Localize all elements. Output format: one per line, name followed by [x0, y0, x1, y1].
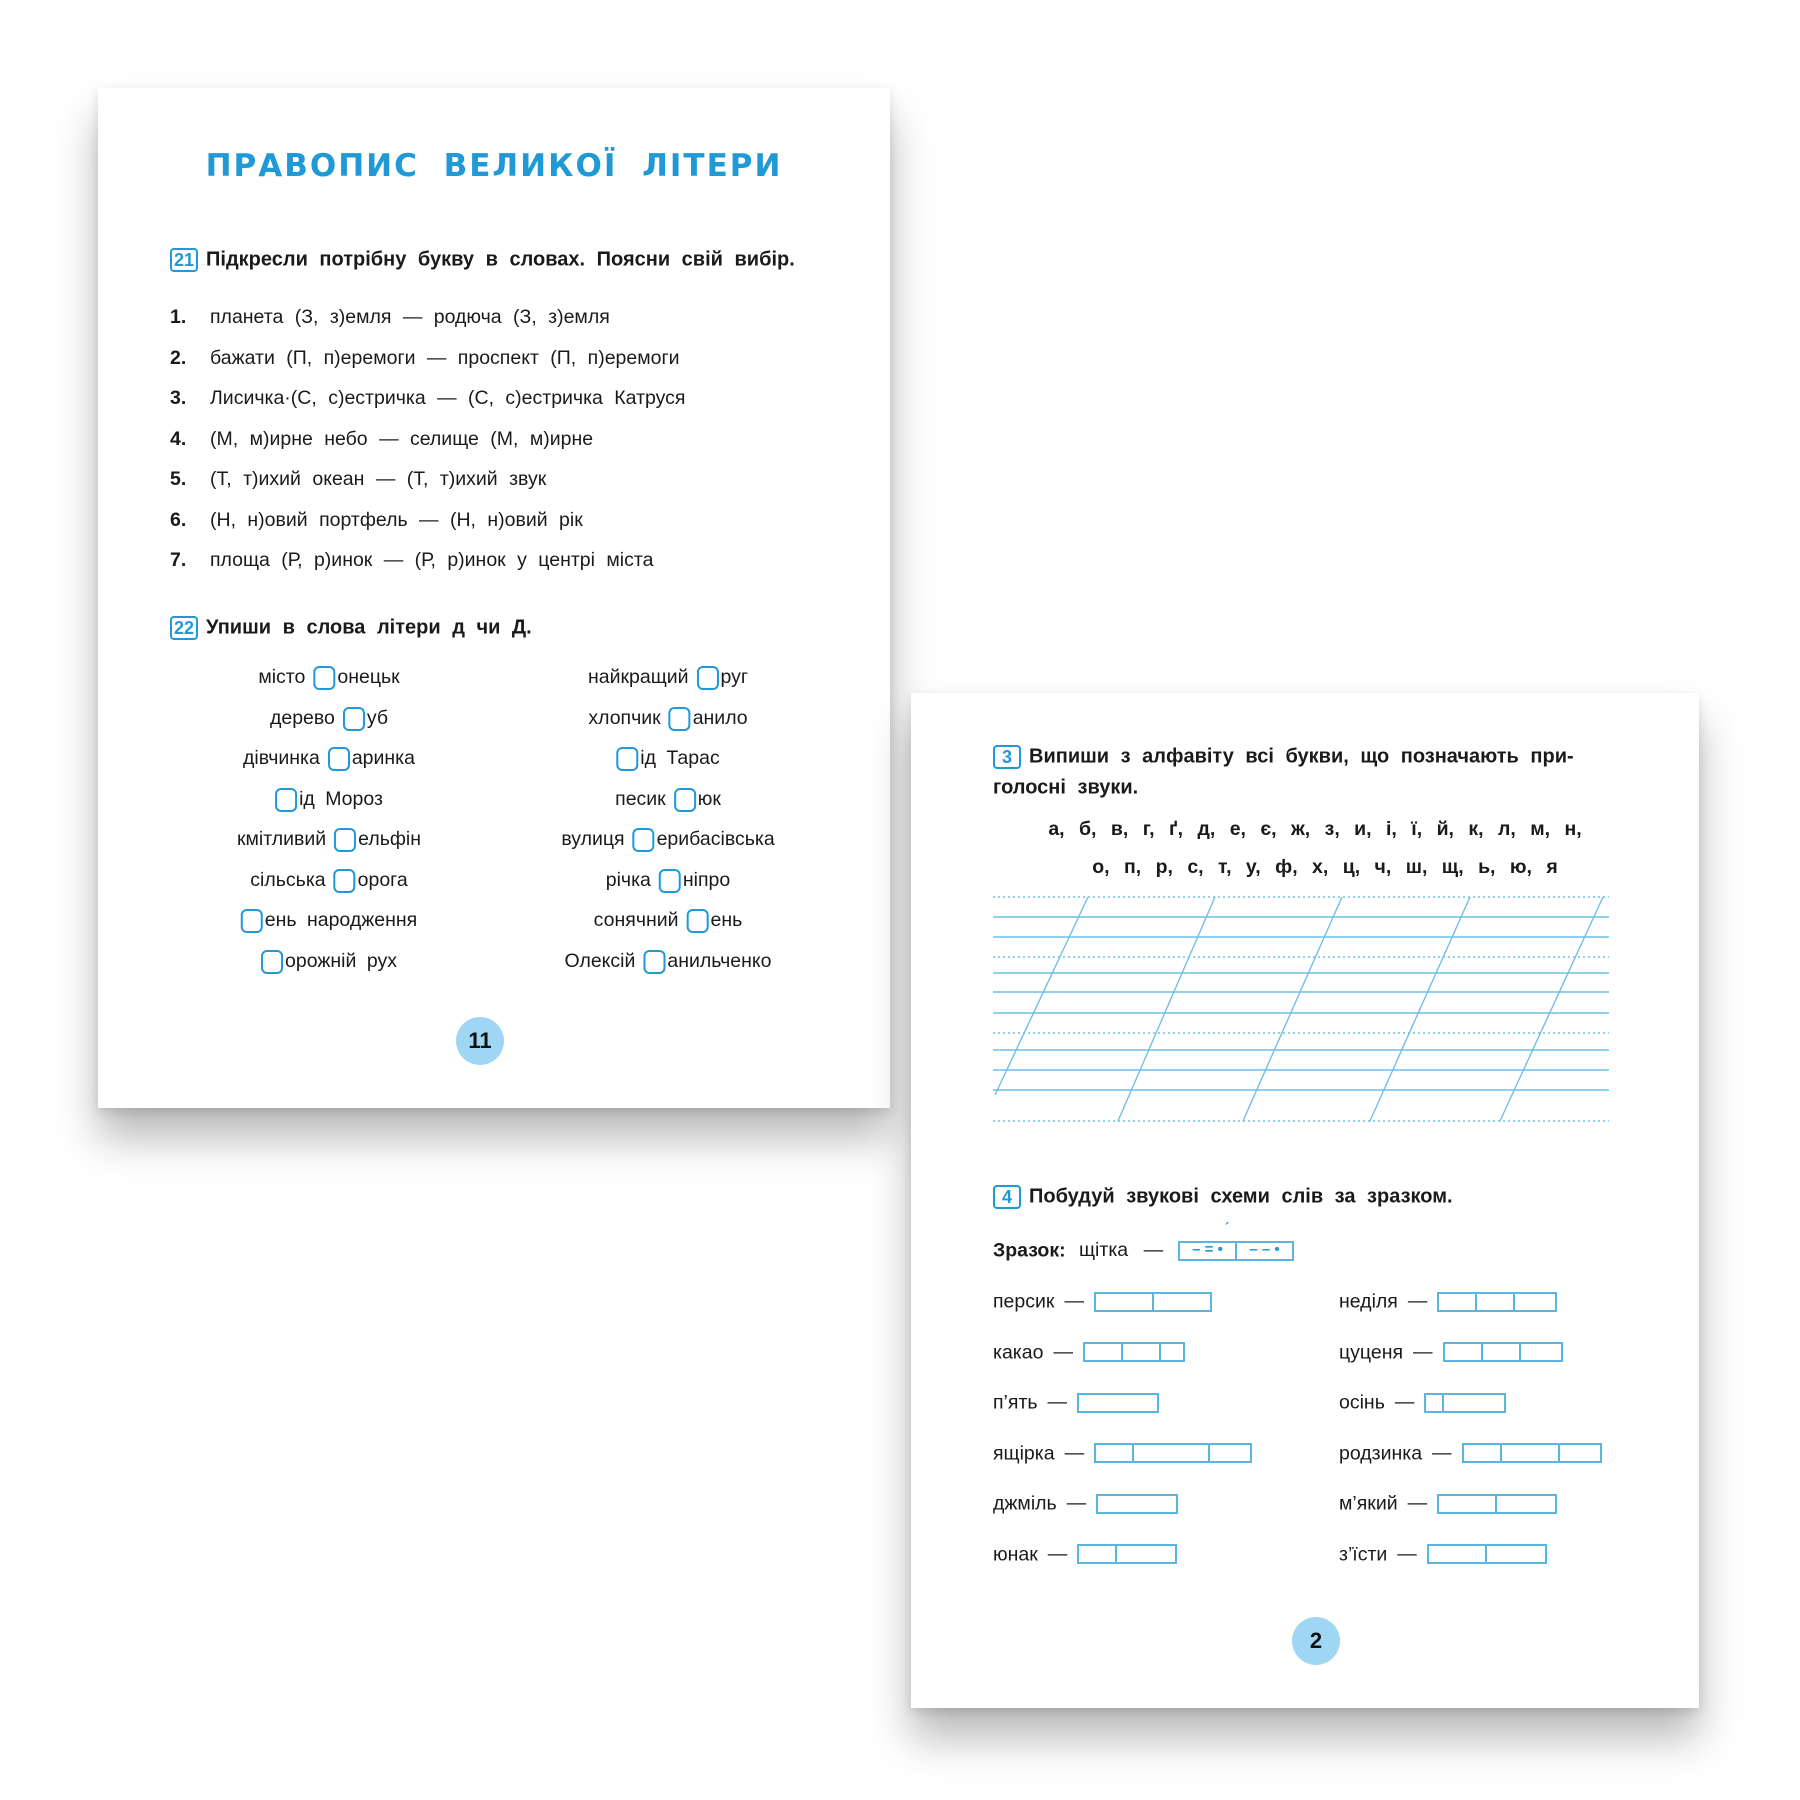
word-suffix: анило [692, 706, 748, 729]
scheme-word: родзинка [1339, 1441, 1423, 1464]
exercise-item [170, 549, 653, 572]
exercise-item [170, 347, 680, 370]
scheme-word: з’їсти [1339, 1542, 1388, 1565]
alphabet-line-1: а, б, в, г, ґ, д, е, є, ж, з, и, і, ї, й, к, л, м, н, [1048, 818, 1582, 840]
word-suffix: ід Тарас [640, 747, 720, 770]
exercise-item [170, 306, 610, 329]
exercise-item [170, 387, 685, 410]
scheme-cell[interactable] [1521, 1344, 1561, 1360]
scheme-word-row [993, 1341, 1185, 1364]
sample-label: Зразок: [993, 1239, 1066, 1262]
letter-box[interactable] [334, 869, 356, 893]
scheme-cell[interactable] [1497, 1496, 1555, 1512]
scheme-cell[interactable] [1477, 1294, 1515, 1310]
right-page [911, 693, 1699, 1708]
scheme-cell[interactable] [1154, 1294, 1210, 1310]
word-prefix: сонячний [593, 909, 679, 932]
scheme-word-row [1339, 1290, 1557, 1313]
word-suffix: орожній рух [285, 949, 397, 972]
scheme-box[interactable] [1096, 1494, 1178, 1514]
item-number: 2. [170, 346, 187, 369]
scheme-word-row [993, 1391, 1159, 1414]
writing-lines[interactable] [993, 895, 1609, 1125]
word-prefix: вулиця [561, 828, 625, 851]
letter-box[interactable] [687, 909, 709, 933]
scheme-cell[interactable] [1098, 1496, 1176, 1512]
dash: — [1397, 1542, 1417, 1565]
letter-box[interactable] [669, 707, 691, 731]
scheme-cell[interactable] [1444, 1395, 1504, 1411]
word-suffix: ельфін [358, 828, 422, 851]
task-21-instruction: Підкресли потрібну букву в словах. Поясни свій вибір. [206, 248, 795, 271]
dash: — [1064, 1290, 1084, 1313]
scheme-cell[interactable] [1134, 1445, 1210, 1461]
scheme-word-row [993, 1442, 1252, 1465]
scheme-box[interactable] [1077, 1544, 1177, 1564]
fill-in-word [275, 788, 383, 812]
fill-in-word [241, 909, 417, 933]
slant-line [1370, 897, 1470, 1121]
task-21-header [170, 248, 795, 272]
task-22-header [170, 616, 532, 640]
item-text[interactable]: (М, м)ирне небо — селище (М, м)ирне [210, 427, 594, 450]
scheme-word-row [993, 1492, 1178, 1515]
item-text[interactable]: планета (З, з)емля — родюча (З, з)емля [210, 306, 610, 328]
scheme-word: персик [993, 1290, 1055, 1313]
word-suffix: онецьк [337, 666, 400, 689]
slant-line [1500, 897, 1603, 1121]
page-number-badge: 2 [1292, 1617, 1340, 1665]
dash: — [1047, 1391, 1068, 1414]
word-suffix: уб [366, 706, 389, 729]
task-3-header [993, 741, 1613, 802]
word-prefix: місто [258, 666, 306, 689]
item-number: 7. [170, 549, 187, 571]
alphabet-line-2: о, п, р, с, т, у, ф, х, ц, ч, ш, щ, ь, ю, я [1092, 856, 1558, 878]
word-prefix: песик [615, 787, 666, 810]
scheme-word-row [1339, 1543, 1547, 1566]
item-number: 6. [170, 508, 187, 531]
word-suffix: ень народження [264, 909, 418, 932]
exercise-item [170, 468, 546, 491]
letter-box[interactable] [343, 707, 365, 731]
word-suffix: юк [697, 787, 721, 810]
letter-box[interactable] [328, 747, 350, 771]
scheme-cell[interactable] [1429, 1546, 1487, 1562]
scheme-box[interactable] [1424, 1393, 1506, 1413]
letter-box[interactable] [697, 666, 719, 690]
word-prefix: дівчинка [243, 747, 320, 770]
scheme-cell[interactable] [1096, 1294, 1154, 1310]
fill-in-word [270, 707, 388, 731]
word-suffix: руг [720, 666, 749, 689]
word-suffix: ніпро [682, 868, 731, 891]
scheme-word: м’який [1339, 1492, 1398, 1515]
fill-in-word [588, 707, 747, 731]
scheme-box[interactable] [1462, 1443, 1602, 1463]
dash: — [1066, 1492, 1087, 1515]
scheme-box[interactable] [1437, 1292, 1557, 1312]
dash: — [1064, 1441, 1085, 1464]
letter-box[interactable] [659, 869, 681, 893]
fill-in-word [243, 747, 415, 771]
item-text[interactable]: площа (Р, р)инок — (Р, р)инок у центрі міста [210, 549, 654, 571]
letter-box[interactable] [616, 747, 638, 771]
sample-row [993, 1221, 1294, 1262]
sample-scheme-box [1178, 1241, 1294, 1261]
scheme-word: какао [993, 1340, 1044, 1363]
sample-scheme-cell: – – • [1249, 1241, 1280, 1259]
sample-scheme-cell: – = • [1180, 1243, 1236, 1259]
slant-line [1118, 897, 1215, 1121]
scheme-box[interactable] [1094, 1443, 1252, 1463]
scheme-word-row [993, 1290, 1212, 1313]
scheme-word-row [1339, 1492, 1557, 1515]
task-4-header [993, 1185, 1453, 1209]
fill-in-word [250, 869, 407, 893]
task-4-instruction: Побудуй звукові схеми слів за зразком. [1029, 1185, 1453, 1208]
sample-scheme [1178, 1221, 1294, 1262]
word-prefix: Олексій [564, 949, 636, 972]
item-number: 3. [170, 387, 187, 409]
fill-in-word [258, 666, 399, 690]
fill-in-word [594, 909, 743, 933]
fill-in-word [561, 828, 774, 852]
word-suffix: ень [710, 909, 743, 932]
letter-box[interactable] [674, 788, 696, 812]
slant-line [995, 897, 1088, 1095]
word-suffix: анильченко [667, 949, 772, 972]
scheme-cell[interactable] [1123, 1344, 1161, 1360]
letter-box[interactable] [334, 828, 356, 852]
item-text[interactable]: Лисичка·(С, с)естричка — (С, с)естричка Катруся [210, 387, 686, 409]
letter-box[interactable] [633, 828, 655, 852]
item-text[interactable]: (Т, т)ихий океан — (Т, т)ихий звук [210, 468, 547, 490]
word-prefix: кмітливий [236, 828, 327, 851]
dash: — [1432, 1441, 1452, 1464]
scheme-cell[interactable] [1439, 1294, 1477, 1310]
scheme-word-row [993, 1543, 1177, 1566]
word-suffix: ерибасівська [656, 828, 775, 851]
fill-in-word [588, 666, 748, 690]
word-prefix: річка [605, 868, 651, 891]
item-text[interactable]: (Н, н)овий портфель — (Н, н)овий рік [210, 508, 583, 531]
letter-box[interactable] [643, 950, 665, 974]
item-text[interactable]: бажати (П, п)еремоги — проспект (П, п)еремоги [210, 346, 680, 369]
word-suffix: орога [357, 868, 408, 891]
scheme-word-row [1339, 1442, 1602, 1465]
scheme-cell[interactable] [1502, 1445, 1560, 1461]
word-prefix: сільська [250, 868, 326, 891]
task-3-instruction-line1: Випиши з алфавіту всі букви, що позначають при- [1029, 745, 1574, 768]
scheme-cell[interactable] [1079, 1395, 1157, 1411]
item-number: 4. [170, 427, 187, 450]
fill-in-word [261, 950, 397, 974]
scheme-box[interactable] [1083, 1342, 1185, 1362]
page-title: ПРАВОПИС ВЕЛИКОЇ ЛІТЕРИ [205, 148, 783, 184]
letter-box[interactable] [261, 950, 283, 974]
scheme-word: цуценя [1339, 1340, 1404, 1363]
word-prefix: дерево [269, 706, 335, 729]
scheme-word: юнак [993, 1542, 1038, 1565]
scheme-word: джміль [993, 1492, 1057, 1515]
exercise-item [170, 509, 583, 532]
word-suffix: ід Мороз [299, 787, 383, 810]
left-page [98, 88, 890, 1108]
scheme-word-row [1339, 1341, 1563, 1364]
letter-box[interactable] [241, 909, 263, 933]
scheme-box[interactable] [1443, 1342, 1563, 1362]
scheme-word: осінь [1339, 1391, 1385, 1414]
exercise-item [170, 428, 593, 451]
dash: — [1413, 1340, 1433, 1363]
word-prefix: хлопчик [588, 706, 661, 729]
fill-in-word [237, 828, 421, 852]
word-prefix: найкращий [587, 666, 689, 689]
dash: — [1047, 1542, 1068, 1565]
scheme-cell[interactable] [1445, 1344, 1483, 1360]
task-number-3: 3 [993, 745, 1021, 769]
scheme-cell[interactable] [1161, 1344, 1183, 1360]
scheme-word: п’ять [993, 1391, 1038, 1414]
item-number: 5. [170, 468, 187, 490]
scheme-cell[interactable] [1515, 1294, 1555, 1310]
fill-in-word [606, 869, 731, 893]
fill-in-word [616, 747, 719, 771]
letter-box[interactable] [313, 666, 335, 690]
fill-in-word [615, 788, 721, 812]
dash: — [1407, 1290, 1428, 1313]
task-22-instruction-text: Упиши в слова літери д чи Д. [206, 616, 532, 639]
scheme-word: неділя [1339, 1290, 1398, 1313]
scheme-cell[interactable] [1426, 1395, 1444, 1411]
scheme-cell[interactable] [1487, 1546, 1545, 1562]
fill-in-word [564, 950, 771, 974]
scheme-cell[interactable] [1079, 1546, 1117, 1562]
scheme-word: ящірка [993, 1441, 1055, 1464]
scheme-box[interactable] [1094, 1292, 1212, 1312]
scheme-cell[interactable] [1464, 1445, 1502, 1461]
scheme-box[interactable] [1077, 1393, 1159, 1413]
scheme-box[interactable] [1427, 1544, 1547, 1564]
word-suffix: аринка [351, 747, 415, 770]
page-number-badge: 11 [456, 1017, 504, 1065]
item-number: 1. [170, 306, 187, 328]
scheme-cell[interactable] [1439, 1496, 1497, 1512]
task-number-22: 22 [170, 616, 198, 640]
dash: — [1053, 1340, 1073, 1363]
scheme-cell[interactable] [1560, 1445, 1600, 1461]
slant-line [1243, 897, 1342, 1121]
sample-word: щітка [1079, 1239, 1129, 1262]
scheme-cell[interactable] [1483, 1344, 1521, 1360]
task-number-4: 4 [993, 1185, 1021, 1209]
dash: — [1394, 1391, 1415, 1414]
scheme-cell[interactable] [1096, 1445, 1134, 1461]
scheme-word-row [1339, 1391, 1506, 1414]
scheme-cell[interactable] [1210, 1445, 1250, 1461]
dash: — [1407, 1492, 1428, 1515]
dash: — [1143, 1239, 1164, 1262]
stress-mark-icon: ˊ [1224, 1221, 1230, 1239]
scheme-cell[interactable] [1085, 1344, 1123, 1360]
task-number-21: 21 [170, 248, 198, 272]
task-3-instruction-line2: голосні звуки. [993, 776, 1139, 799]
scheme-box[interactable] [1437, 1494, 1557, 1514]
scheme-cell[interactable] [1117, 1546, 1175, 1562]
letter-box[interactable] [275, 788, 297, 812]
task-22-instruction [206, 617, 532, 639]
